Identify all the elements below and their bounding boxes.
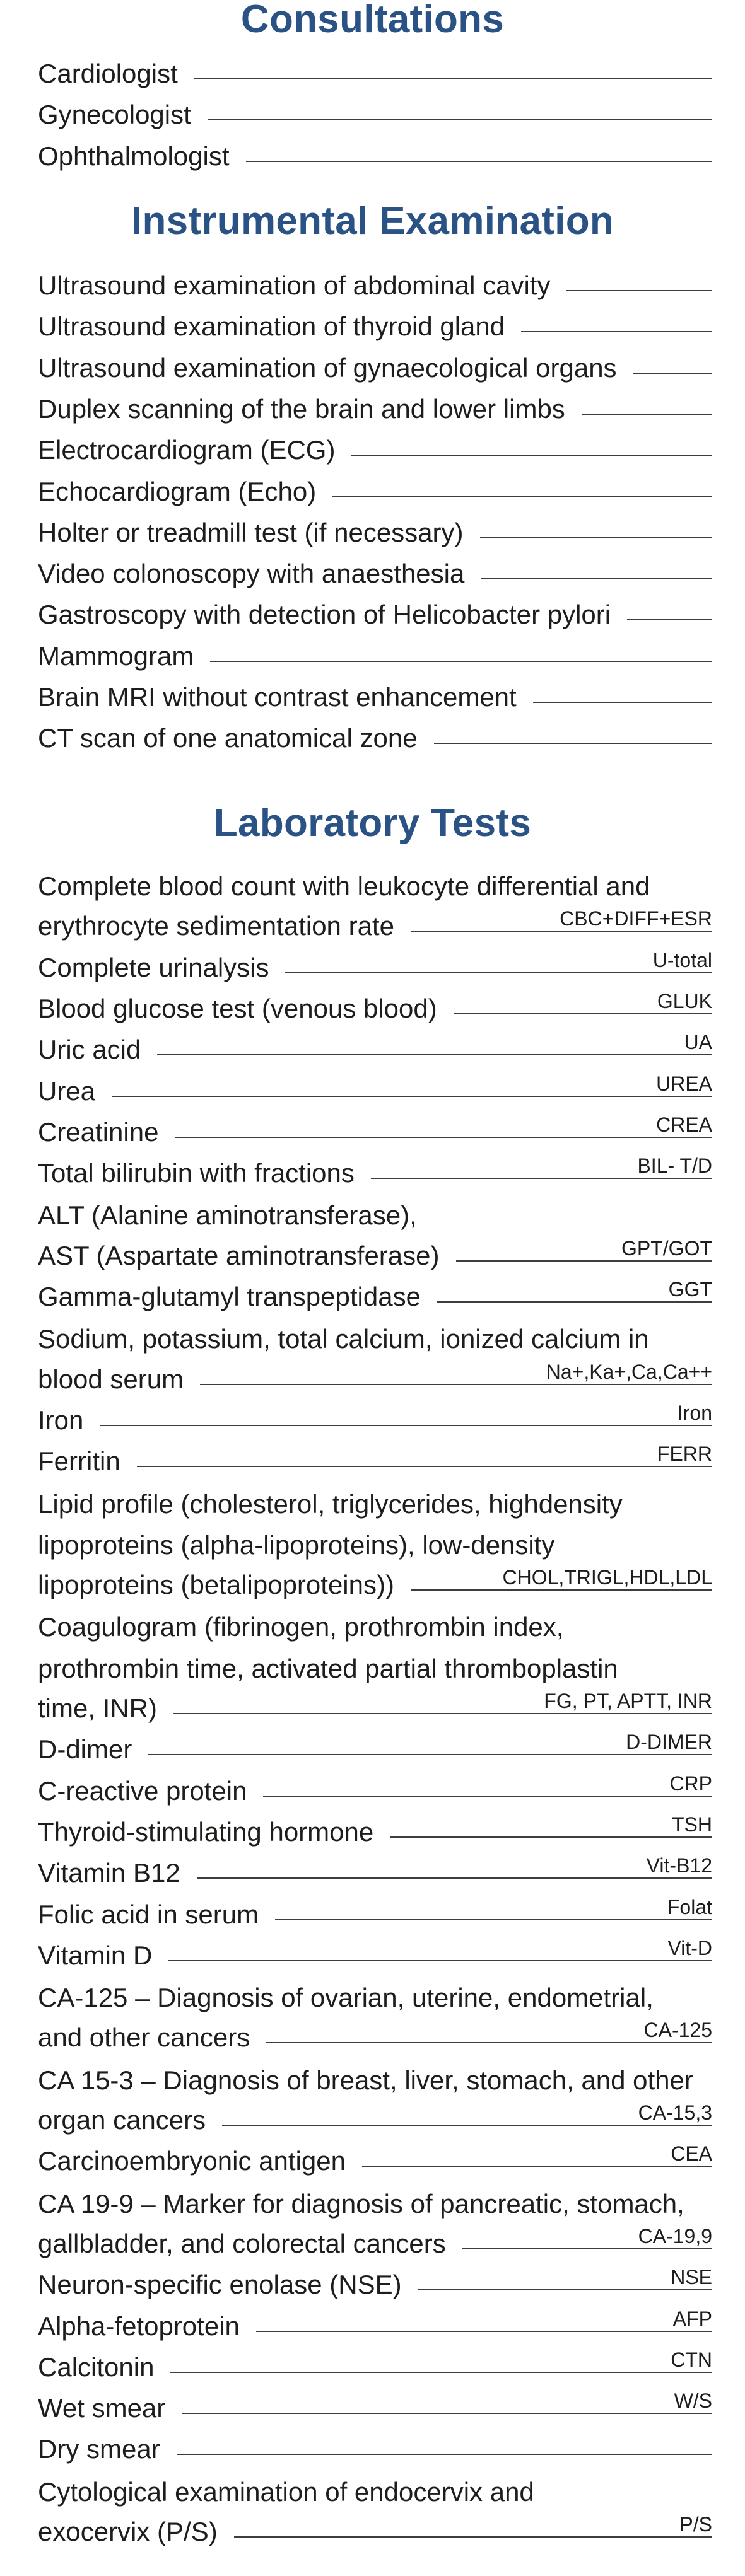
lab-test-row bbox=[38, 2384, 712, 2424]
fill-in-blank[interactable] bbox=[627, 590, 712, 620]
lab-test-row bbox=[38, 1684, 712, 1724]
fill-in-blank[interactable] bbox=[480, 508, 712, 538]
item-label-line: prothrombin time, activated partial thromboplastin bbox=[38, 1653, 618, 1683]
item-label: Complete urinalysis bbox=[38, 952, 269, 982]
item-label-line: Complete blood count with leukocyte differential and bbox=[38, 871, 650, 901]
item-label: Iron bbox=[38, 1405, 84, 1435]
fill-in-blank[interactable] bbox=[137, 1437, 712, 1467]
fill-in-blank[interactable] bbox=[210, 632, 712, 662]
lab-test-row bbox=[38, 1931, 712, 1971]
fill-in-blank[interactable] bbox=[454, 984, 712, 1014]
test-code: UA bbox=[684, 1031, 712, 1054]
fill-in-blank[interactable] bbox=[411, 1560, 712, 1591]
item-label: Brain MRI without contrast enhancement bbox=[38, 682, 517, 712]
item-label: Vitamin B12 bbox=[38, 1858, 180, 1888]
fill-in-blank[interactable] bbox=[148, 1725, 712, 1755]
test-code: BIL- T/D bbox=[637, 1154, 712, 1178]
item-label-line: CA-125 – Diagnosis of ovarian, uterine, endometrial, bbox=[38, 1983, 654, 2013]
exam-row bbox=[38, 549, 712, 589]
item-label: D-dimer bbox=[38, 1734, 132, 1765]
lab-test-row bbox=[38, 1560, 712, 1601]
item-label-line: ALT (Alanine aminotransferase), bbox=[38, 1200, 417, 1231]
exam-row bbox=[38, 632, 712, 672]
item-label-line: Coagulogram (fibrinogen, prothrombin index, bbox=[38, 1612, 564, 1642]
item-label: Creatinine bbox=[38, 1117, 159, 1147]
item-label: organ cancers bbox=[38, 2105, 206, 2135]
test-code: CRP bbox=[669, 1772, 712, 1795]
test-code: FG, PT, APTT, INR bbox=[544, 1690, 712, 1712]
fill-in-blank[interactable] bbox=[168, 1931, 712, 1961]
test-code: CA-15,3 bbox=[638, 2101, 712, 2124]
fill-in-blank[interactable] bbox=[182, 2384, 712, 2414]
item-label-line: CA 19-9 – Marker for diagnosis of pancreatic, stomach, bbox=[38, 2188, 684, 2219]
lab-test-row bbox=[38, 1890, 712, 1930]
lab-test-row bbox=[38, 1396, 712, 1436]
test-code: P/S bbox=[679, 2513, 712, 2536]
test-code: CHOL,TRIGL,HDL,LDL bbox=[502, 1566, 712, 1589]
exam-row bbox=[38, 508, 712, 548]
test-code: AFP bbox=[672, 2307, 712, 2330]
instrumental-heading: Instrumental Examination bbox=[131, 199, 614, 243]
lab-test-row bbox=[38, 2302, 712, 2342]
fill-in-blank[interactable] bbox=[521, 302, 712, 332]
test-code: CA-19,9 bbox=[638, 2224, 712, 2248]
item-label: exocervix (P/S) bbox=[38, 2517, 218, 2546]
item-label: erythrocyte sedimentation rate bbox=[38, 911, 394, 941]
test-code: GLUK bbox=[657, 989, 712, 1012]
lab-test-row bbox=[38, 2096, 712, 2136]
lab-test-row bbox=[38, 943, 712, 983]
fill-in-blank[interactable] bbox=[533, 673, 712, 703]
test-code: Na+,Ka+,Ca,Ca++ bbox=[546, 1360, 712, 1383]
item-label: Carcinoembryonic antigen bbox=[38, 2146, 346, 2176]
test-code: U-total bbox=[652, 948, 712, 972]
fill-in-blank[interactable] bbox=[566, 261, 712, 291]
item-label: Video colonoscopy with anaesthesia bbox=[38, 559, 465, 589]
fill-in-blank[interactable] bbox=[208, 90, 712, 120]
fill-in-blank[interactable] bbox=[234, 2507, 712, 2538]
item-label: Ferritin bbox=[38, 1446, 120, 1477]
item-label: blood serum bbox=[38, 1364, 184, 1394]
fill-in-blank[interactable] bbox=[173, 1684, 712, 1714]
item-label: Echocardiogram (Echo) bbox=[38, 476, 317, 506]
test-code: Vit-D bbox=[667, 1936, 712, 1959]
test-code: NSE bbox=[671, 2266, 712, 2289]
lab-test-row bbox=[38, 1355, 712, 1395]
fill-in-blank[interactable] bbox=[582, 385, 712, 415]
exam-row bbox=[38, 714, 712, 754]
lab-test-row bbox=[38, 2425, 712, 2465]
laboratory-heading: Laboratory Tests bbox=[213, 801, 532, 845]
exam-row bbox=[38, 467, 712, 508]
item-label: Mammogram bbox=[38, 641, 194, 671]
fill-in-blank[interactable] bbox=[157, 1025, 712, 1055]
test-code: Vit-B12 bbox=[646, 1854, 712, 1877]
exam-row bbox=[38, 344, 712, 384]
lab-test-row bbox=[38, 1272, 712, 1313]
fill-in-blank[interactable] bbox=[175, 1108, 712, 1138]
consultation-row bbox=[38, 132, 712, 172]
fill-in-blank[interactable] bbox=[256, 2302, 712, 2332]
fill-in-blank[interactable] bbox=[275, 1890, 712, 1920]
lab-test-row bbox=[38, 2507, 712, 2548]
item-label: Cardiologist bbox=[38, 59, 178, 88]
fill-in-blank[interactable] bbox=[351, 426, 712, 456]
fill-in-blank[interactable] bbox=[285, 943, 712, 973]
test-code: CREA bbox=[656, 1113, 712, 1136]
item-label: AST (Aspartate aminotransferase) bbox=[38, 1240, 440, 1270]
test-code: D-DIMER bbox=[626, 1731, 712, 1754]
consultation-row bbox=[38, 90, 712, 131]
item-label: Alpha-fetoprotein bbox=[38, 2311, 240, 2341]
item-label: Thyroid-stimulating hormone bbox=[38, 1816, 374, 1847]
item-label: Wet smear bbox=[38, 2393, 166, 2423]
fill-in-blank[interactable] bbox=[170, 2343, 712, 2373]
test-code: W/S bbox=[674, 2389, 712, 2413]
lab-test-row bbox=[38, 2137, 712, 2177]
item-label: Urea bbox=[38, 1076, 96, 1106]
item-label-line: Lipid profile (cholesterol, triglycerides, highdensity bbox=[38, 1488, 623, 1519]
fill-in-blank[interactable] bbox=[194, 49, 712, 79]
item-label: gallbladder, and colorectal cancers bbox=[38, 2228, 446, 2258]
lab-test-row bbox=[38, 1025, 712, 1065]
lab-test-row bbox=[38, 902, 712, 942]
lab-test-row bbox=[38, 2219, 712, 2260]
lab-test-row bbox=[38, 1149, 712, 1189]
lab-test-row bbox=[38, 984, 712, 1024]
exam-row bbox=[38, 673, 712, 713]
fill-in-blank[interactable] bbox=[462, 2219, 712, 2249]
item-label: Calcitonin bbox=[38, 2352, 155, 2382]
item-label: Holter or treadmill test (if necessary) bbox=[38, 517, 464, 547]
item-label: Uric acid bbox=[38, 1035, 141, 1065]
fill-in-blank[interactable] bbox=[418, 2260, 712, 2290]
fill-in-blank[interactable] bbox=[481, 549, 712, 579]
item-label: Dry smear bbox=[38, 2434, 160, 2464]
test-code: CEA bbox=[671, 2142, 712, 2166]
consultations-heading: Consultations bbox=[240, 0, 505, 41]
fill-in-blank[interactable] bbox=[633, 344, 712, 374]
test-code: TSH bbox=[672, 1813, 712, 1836]
fill-in-blank[interactable] bbox=[177, 2425, 712, 2455]
fill-in-blank[interactable] bbox=[266, 2013, 712, 2043]
item-label-line: Cytological examination of endocervix and bbox=[38, 2476, 534, 2507]
item-label: Vitamin D bbox=[38, 1940, 153, 1970]
fill-in-blank[interactable] bbox=[112, 1067, 712, 1097]
fill-in-blank[interactable] bbox=[197, 1848, 712, 1879]
lab-test-row bbox=[38, 1848, 712, 1889]
item-label: Duplex scanning of the brain and lower limbs bbox=[38, 393, 565, 424]
item-label: time, INR) bbox=[38, 1693, 157, 1723]
lab-test-row bbox=[38, 2343, 712, 2383]
fill-in-blank[interactable] bbox=[434, 714, 712, 744]
test-code: FERR bbox=[657, 1442, 712, 1466]
item-label-line: lipoproteins (alpha-lipoproteins), low-density bbox=[38, 1529, 555, 1560]
test-code: CA-125 bbox=[643, 2019, 712, 2042]
item-label: Gastroscopy with detection of Helicobacter pylori bbox=[38, 600, 611, 630]
lab-test-row bbox=[38, 1437, 712, 1477]
item-label: Electrocardiogram (ECG) bbox=[38, 435, 336, 465]
exam-row bbox=[38, 385, 712, 425]
item-label-line: CA 15-3 – Diagnosis of breast, liver, stomach, and other bbox=[38, 2065, 693, 2095]
item-label: Total bilirubin with fractions bbox=[38, 1158, 355, 1188]
lab-test-row bbox=[38, 1767, 712, 1807]
lab-test-row bbox=[38, 1231, 712, 1272]
fill-in-blank[interactable] bbox=[200, 1355, 712, 1385]
test-code: UREA bbox=[656, 1072, 712, 1095]
fill-in-blank[interactable] bbox=[246, 132, 713, 162]
item-label: CT scan of one anatomical zone bbox=[38, 723, 418, 753]
item-label: lipoproteins (betalipoproteins)) bbox=[38, 1570, 394, 1600]
fill-in-blank[interactable] bbox=[222, 2096, 712, 2126]
fill-in-blank[interactable] bbox=[332, 467, 712, 497]
lab-test-row bbox=[38, 1067, 712, 1107]
exam-row bbox=[38, 302, 712, 342]
lab-test-row bbox=[38, 1108, 712, 1148]
item-label: Ultrasound examination of abdominal cavity bbox=[38, 270, 551, 300]
item-label: Neuron-specific enolase (NSE) bbox=[38, 2270, 402, 2300]
item-label-line: Sodium, potassium, total calcium, ionized calcium in bbox=[38, 1324, 649, 1354]
consultation-row bbox=[38, 49, 712, 90]
fill-in-blank[interactable] bbox=[437, 1272, 712, 1303]
item-label: Blood glucose test (venous blood) bbox=[38, 993, 437, 1023]
fill-in-blank[interactable] bbox=[263, 1767, 712, 1797]
fill-in-blank[interactable] bbox=[362, 2137, 712, 2167]
item-label: Gamma-glutamyl transpeptidase bbox=[38, 1282, 421, 1311]
item-label: Ophthalmologist bbox=[38, 141, 230, 171]
item-label: and other cancers bbox=[38, 2022, 250, 2053]
test-code: GPT/GOT bbox=[621, 1236, 712, 1260]
exam-row bbox=[38, 426, 712, 466]
lab-test-row bbox=[38, 1725, 712, 1765]
item-label: Folic acid in serum bbox=[38, 1899, 259, 1929]
test-code: CTN bbox=[671, 2348, 712, 2371]
item-label: C-reactive protein bbox=[38, 1775, 247, 1806]
fill-in-blank[interactable] bbox=[100, 1396, 712, 1426]
fill-in-blank[interactable] bbox=[390, 1807, 712, 1838]
lab-test-row bbox=[38, 2260, 712, 2300]
fill-in-blank[interactable] bbox=[411, 902, 712, 932]
item-label: Ultrasound examination of thyroid gland bbox=[38, 311, 505, 342]
exam-row bbox=[38, 261, 712, 301]
item-label: Ultrasound examination of gynaecological organs bbox=[38, 352, 617, 383]
test-code: Iron bbox=[677, 1401, 712, 1424]
item-label: Gynecologist bbox=[38, 100, 191, 130]
fill-in-blank[interactable] bbox=[456, 1231, 712, 1262]
lab-test-row bbox=[38, 2013, 712, 2053]
exam-row bbox=[38, 590, 712, 630]
lab-test-row bbox=[38, 1807, 712, 1848]
test-code: Folat bbox=[667, 1895, 712, 1918]
test-code: CBC+DIFF+ESR bbox=[560, 907, 712, 931]
test-code: GGT bbox=[668, 1278, 712, 1301]
fill-in-blank[interactable] bbox=[371, 1149, 712, 1179]
